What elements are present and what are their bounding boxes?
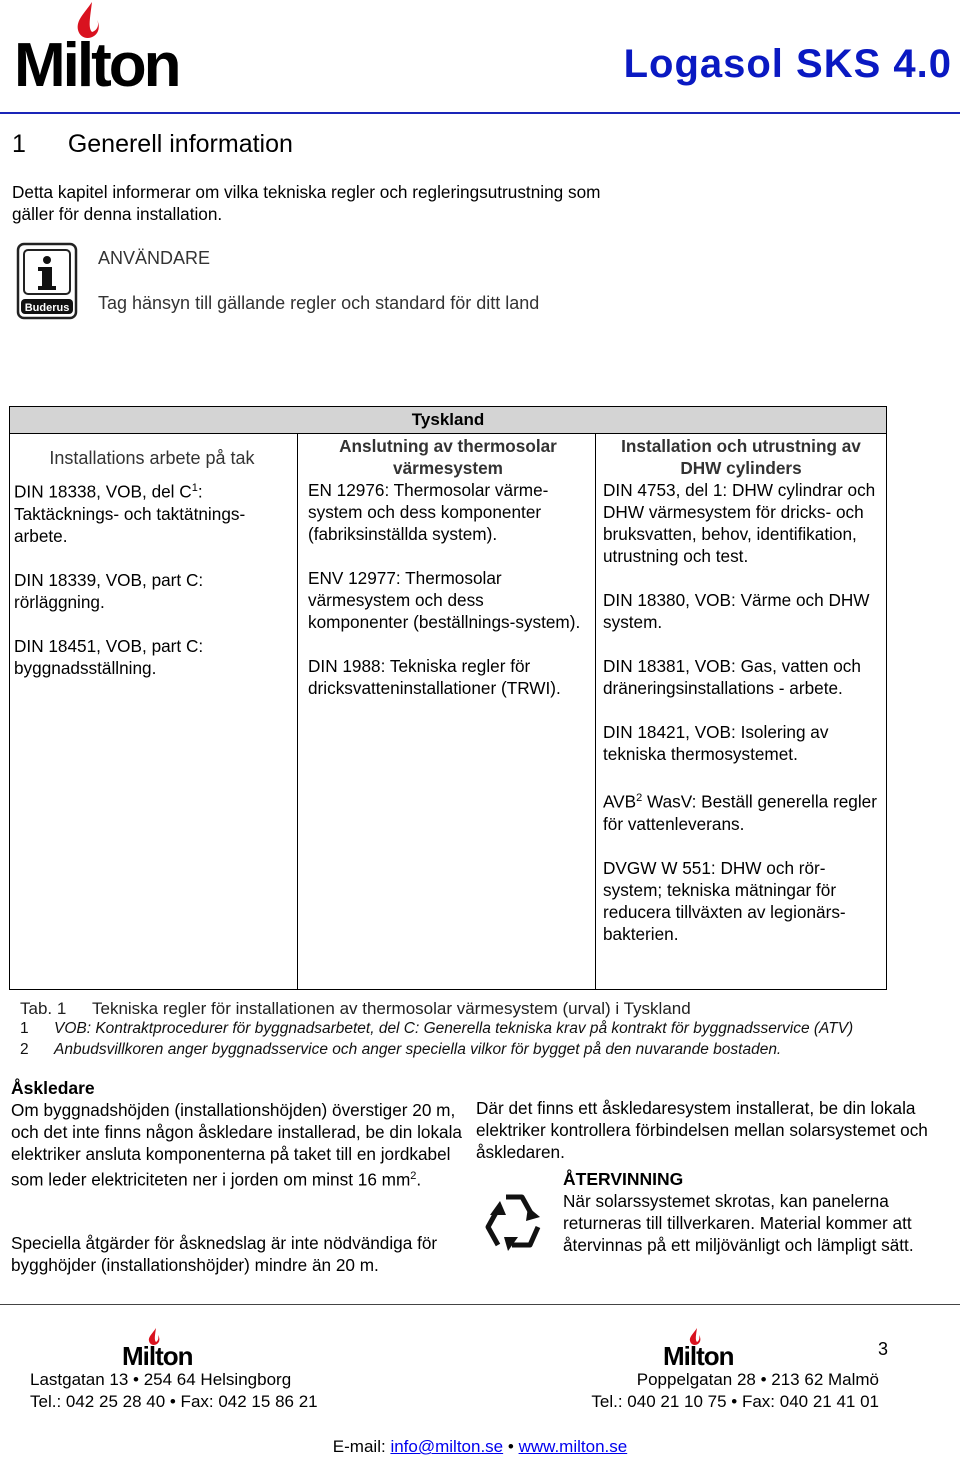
column-heading: Installations arbete på tak — [49, 448, 255, 468]
column-paragraph: DIN 18338, VOB, del $C^1$: Taktäcknings- och taktätnings-arbete. — [14, 481, 246, 546]
footer-divider — [0, 1304, 960, 1305]
table-caption-text: Tekniska regler för installationen av thermosolar värmesystem (urval) i Tyskland — [92, 999, 691, 1018]
table-header-country: Tyskland — [411, 410, 485, 429]
column-paragraph: EN 12976: Thermosolar värme-system och dess komponenter (fabriksinställda system). — [308, 480, 549, 544]
info-icon-caption: Buderus — [24, 302, 70, 314]
column-divider — [297, 434, 298, 989]
website-link[interactable]: www.milton.se — [518, 1437, 628, 1456]
svg-text:Milton: Milton — [663, 1341, 734, 1368]
table-column-roof — [14, 447, 290, 679]
footnote: 2 Anbudsvillkoren anger byggnadsservice och anger speciella vilkor för bygget på den nuvarande bostaden. — [20, 1041, 782, 1058]
column-paragraph: DIN 18421, VOB: Isolering av tekniska thermosystemet. — [603, 722, 829, 764]
section-title: Generell information — [67, 130, 293, 158]
section-number: 1 — [12, 130, 26, 158]
column-divider — [595, 434, 596, 989]
info-icon — [16, 242, 78, 320]
svg-text:Milton: Milton — [122, 1341, 193, 1368]
lightning-heading: Åskledare — [11, 1078, 95, 1098]
column-paragraph: DIN 4753, del 1: DHW cylindrar och DHW värmesystem för dricks- och bruksvatten, behov, identifikation, utrustning och test. — [603, 480, 876, 566]
column-paragraph: DVGW W 551: DHW och rör-system; tekniska mätningar för reducera tillväxten av legionärs-bakterien. — [603, 857, 846, 944]
column-paragraph: AVB$^2$ WasV: Beställ generella regler för vattenleverans. — [603, 791, 877, 834]
header-divider — [0, 112, 960, 114]
column-heading: Installation och utrustning av DHW cylinders — [621, 436, 861, 478]
lightning-paragraph: Om byggnadshöjden (installationshöjden) överstiger 20 m, och det inte finns någon åskledare installerad, be din lokala elektriker ansluta komponenterna på taket till en jordkabel som leder elektriciteten ner i jorden om minst 16 $mm^2$. — [11, 1100, 462, 1190]
section-heading — [12, 130, 293, 159]
column-paragraph: DIN 18339, VOB, part C: rörläggning. — [14, 569, 204, 612]
regulations-table — [9, 406, 887, 990]
table-column-connection — [308, 435, 588, 699]
footer-logo-right — [663, 1328, 755, 1368]
footer-logo-left — [122, 1328, 214, 1368]
column-paragraph: ENV 12977: Thermosolar värmesystem och dess komponenter (beställnings-system). — [308, 568, 581, 632]
separator: • — [507, 1437, 514, 1456]
user-note-title: ANVÄNDARE — [98, 248, 211, 268]
milton-logo-svg — [14, 0, 228, 92]
table-caption — [20, 999, 691, 1019]
recycling-heading: ÅTERVINNING — [563, 1169, 684, 1189]
footer-contact — [0, 1437, 960, 1457]
phone-line: Tel.: 040 21 10 75 • Fax: 040 21 41 01 — [591, 1392, 879, 1411]
milton-logo — [14, 0, 228, 92]
lightning-paragraph-2: Speciella åtgärder för åsknedslag är inte nödvändiga för bygghöjder (installationshöjder) mindre än 20 m. — [11, 1233, 438, 1275]
brand-name: Milton — [14, 31, 179, 92]
column-paragraph: DIN 18451, VOB, part C: byggnadsställning. — [14, 635, 204, 678]
table-caption-label: Tab. 1 — [20, 999, 67, 1018]
recycle-icon — [478, 1187, 550, 1263]
table-header-row — [10, 407, 886, 434]
phone-line: Tel.: 042 25 28 40 • Fax: 042 15 86 21 — [30, 1392, 318, 1411]
page-number: 3 — [877, 1339, 888, 1359]
column-paragraph: DIN 18381, VOB: Gas, vatten och dräneringsinstallations - arbete. — [603, 656, 861, 698]
email-label: E-mail: — [332, 1437, 386, 1456]
footnote: 1 VOB: Kontraktprocedurer för byggnadsarbetet, del C: Generella tekniska krav på kontrakt för byggnadsservice (ATV) — [20, 1020, 854, 1037]
column-paragraph: DIN 1988: Tekniska regler för dricksvatteninstallationer (TRWI). — [308, 656, 561, 698]
product-title: Logasol SKS 4.0 — [623, 42, 952, 86]
email-link[interactable]: info@milton.se — [390, 1437, 504, 1456]
column-paragraph: DIN 18380, VOB: Värme och DHW system. — [603, 590, 870, 632]
table-column-dhw — [603, 435, 879, 945]
address-line: Poppelgatan 28 • 213 62 Malmö — [636, 1370, 879, 1389]
recycling-text: När solarssystemet skrotas, kan panelerna returneras till tillverkaren. Material kommer att återvinnas på ett miljövänligt och lämpligt sätt. — [563, 1191, 914, 1255]
address-line: Lastgatan 13 • 254 64 Helsingborg — [30, 1370, 292, 1389]
user-note-text: Tag hänsyn till gällande regler och standard för ditt land — [98, 293, 540, 313]
column-heading: Anslutning av thermosolar värmesystem — [339, 436, 557, 478]
section-intro: Detta kapitel informerar om vilka tekniska regler och regleringsutrustning som gäller för denna installation. — [12, 182, 601, 224]
footer-address-right — [553, 1369, 879, 1413]
lightning-system-note: Där det finns ett åskledaresystem installerat, be din lokala elektriker kontrollera förbindelsen mellan solarsystemet och åskledaren. — [476, 1098, 928, 1162]
footer-address-left — [30, 1369, 318, 1413]
